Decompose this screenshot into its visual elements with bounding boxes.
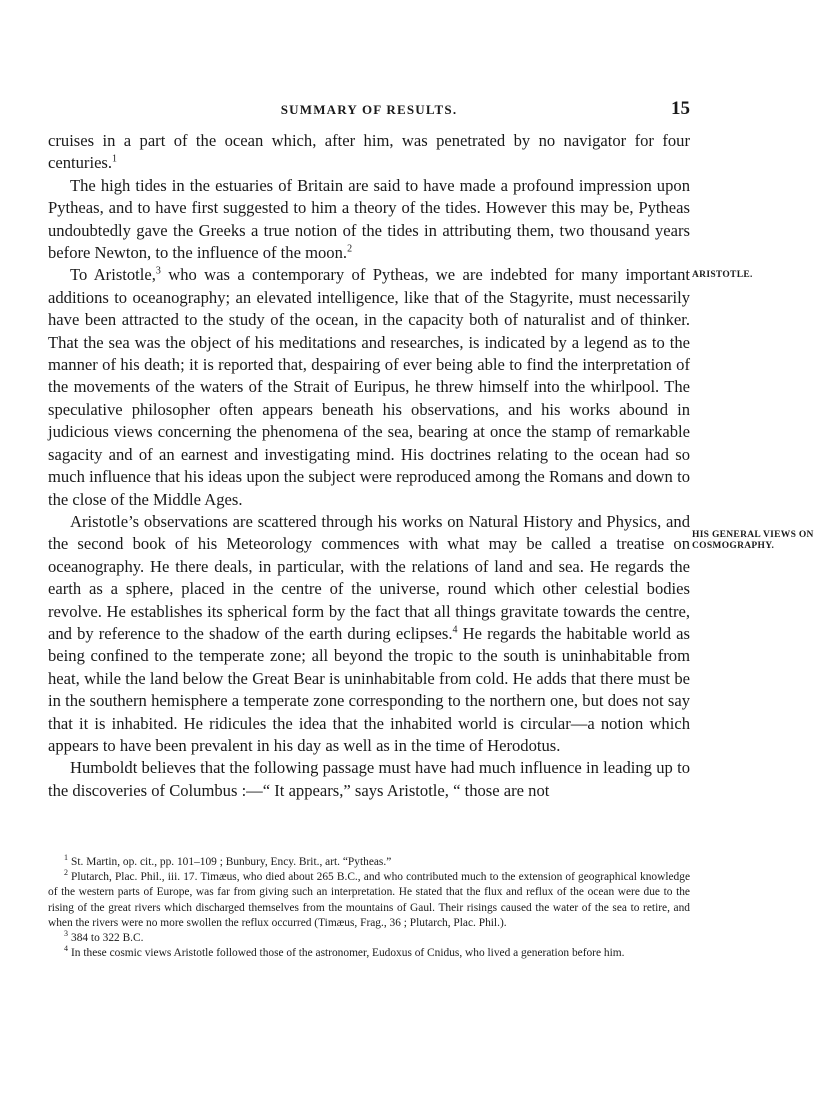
paragraph-text: cruises in a part of the ocean which, after him, was penetrated by no navigator for four centuries. xyxy=(48,131,690,173)
paragraph-1 xyxy=(48,130,690,175)
footnote-1 xyxy=(48,855,690,870)
footnote-ref[interactable]: 1 xyxy=(112,153,118,165)
paragraph-text: He regards the habitable world as being confined to the temperate zone; all beyond the tropic to the south is uninhabitable from heat, while the land below the Great Bear is uninhabitable from cold. He adds that there must be in the southern hemisphere a temperate zone corresponding to the northern one, but does not say that it is inhabited. He ridicules the idea that the inhabited world is circular—a notion which appears to have been prevalent in his day as well as in the time of Herodotus. xyxy=(48,623,690,755)
paragraph-text: The high tides in the estuaries of Britain are said to have made a profound impression upon Pytheas, and to have first suggested to him a theory of the tides. However this may be, Pytheas undoubtedly gave the Greeks a true notion of the tides in attributing them, two thousand years before Newton, to the influence of the moon. xyxy=(48,175,690,263)
paragraph-3 xyxy=(48,264,690,510)
paragraph-5 xyxy=(48,757,690,802)
footnote-mark: 2 xyxy=(64,868,68,878)
footnote-ref[interactable]: 2 xyxy=(347,243,353,255)
footnote-4 xyxy=(48,946,690,961)
footnote-mark: 1 xyxy=(64,853,68,863)
footnote-ref[interactable]: 3 xyxy=(155,265,161,277)
paragraph-4 xyxy=(48,511,690,757)
footnote-mark: 3 xyxy=(64,929,68,939)
paragraph-text: To Aristotle, xyxy=(70,265,156,285)
paragraph-text: who was a contemporary of Pytheas, we are indebted for many important additions to oceanography; an elevated intelligence, like that of the Stagyrite, must necessarily have been attracted to the study of the ocean, in the capacity both of naturalist and of thinker. That the sea was the object of his meditations and researches, is indicated by a legend as to the manner of his death; it is reported that, despairing of ever being able to find the interpretation of the movements of the waters of the Strait of Euripus, he threw himself into the whirlpool. The speculative philosopher often appears beneath his observations, and his works abound in judicious views concerning the phenomena of the sea, bearing at once the stamp of remarkable sagacity and of an earnest and investigating mind. His doctrines relating to the ocean had so much influence that his ideas upon the subject were reproduced among the Romans and down to the close of the Middle Ages. xyxy=(48,265,690,509)
footnote-mark: 4 xyxy=(64,944,68,954)
footnote-text: St. Martin, op. cit., pp. 101–109 ; Bunbury, Ency. Brit., art. “Pytheas.” xyxy=(71,856,392,868)
footnote-text: In these cosmic views Aristotle followed those of the astronomer, Eudoxus of Cnidus, who lived a generation before him. xyxy=(71,947,625,960)
footnote-text: Plutarch, Plac. Phil., iii. 17. Timæus, who died about 265 B.C., and who contributed much to the extension of geographical knowledge of the western parts of Europe, was far from giving such an interpretation. He stated that the flux and reflux of the ocean were due to the rising of the great rivers which discharged themselves from the mountains of Gaul. Their risings caused the water of the sea to retire, and when the rivers were no more swollen the reflux occurred (Timæus, Frag., 36 ; Plutarch, Plac. Phil.). xyxy=(48,871,690,929)
running-head xyxy=(48,99,690,123)
paragraph-text: Humboldt believes that the following passage must have had much influence in leading up to the discoveries of Columbus :—“ It appears,” says Aristotle, “ those are not xyxy=(48,758,690,800)
margin-note-general-views: HIS GENERAL VIEWS ON COSMOGRAPHY. xyxy=(692,530,814,551)
footnotes xyxy=(48,855,690,961)
body-text xyxy=(48,130,690,802)
footnote-text: 384 to 322 B.C. xyxy=(71,932,144,945)
footnote-2 xyxy=(48,870,690,931)
running-title: SUMMARY OF RESULTS. xyxy=(280,102,458,117)
margin-note-aristotle: ARISTOTLE. xyxy=(692,270,753,280)
page-number: 15 xyxy=(671,98,690,119)
paragraph-2 xyxy=(48,175,690,265)
footnote-3 xyxy=(48,931,690,946)
footnote-ref[interactable]: 4 xyxy=(452,624,458,636)
paragraph-text: Aristotle’s observations are scattered through his works on Natural History and Physics, and the second book of his Meteorology commences with what may be called a treatise on oceanography. He there deals, in particular, with the relations of land and sea. He regards the earth as a sphere, placed in the centre of the universe, round which other celestial bodies revolve. He establishes its spherical form by the fact that all things gravitate towards the centre, and by reference to the shadow of the earth during eclipses. xyxy=(48,511,690,643)
